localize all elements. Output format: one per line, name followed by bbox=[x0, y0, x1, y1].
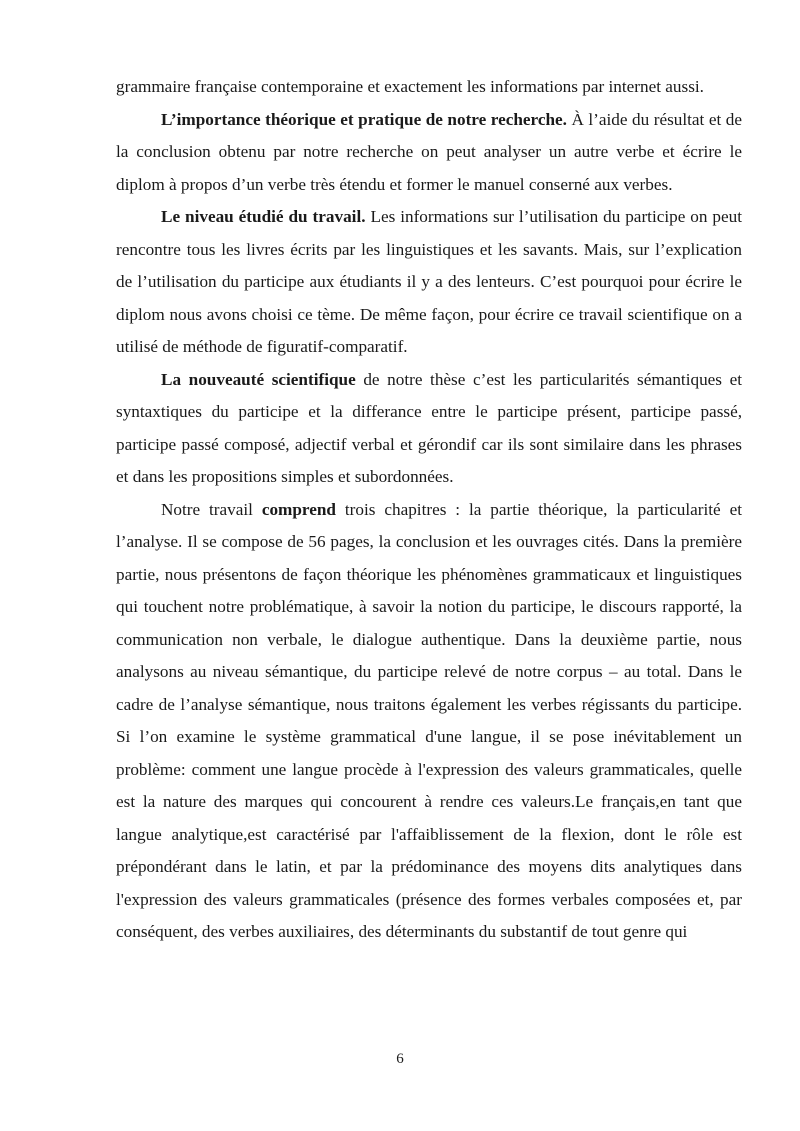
text-run: Notre travail bbox=[161, 499, 262, 519]
paragraph bbox=[116, 494, 742, 949]
paragraph bbox=[116, 201, 742, 364]
bold-text-run: comprend bbox=[261, 499, 336, 519]
paragraph bbox=[116, 364, 742, 494]
text-run: Les informations sur l’utilisation du participe on peut rencontre tous les livres écrits par les linguistiques et les savants. Mais, sur l’explication de l’utilisation du participe aux étudiants il y a des lenteurs. C’est pourquoi pour écrire le diplom nous avons choisi ce tème. De même façon, pour écrire ce travail scientifique on a utilisé de méthode de figuratif-comparatif. bbox=[116, 207, 742, 356]
page-number: 6 bbox=[396, 1051, 404, 1067]
document-body bbox=[116, 71, 742, 949]
paragraph bbox=[116, 71, 742, 104]
text-run: grammaire française contemporaine et exactement les informations par internet aussi. bbox=[116, 77, 704, 96]
bold-text-run: L’importance théorique et pratique de notre recherche. bbox=[161, 109, 567, 129]
bold-text-run: Le niveau étudié du travail. bbox=[161, 207, 366, 226]
bold-text-run: La nouveauté scientifique bbox=[161, 369, 356, 389]
text-run: trois chapitres : la partie théorique, la particularité et l’analyse. Il se compose de 56 pages, la conclusion et les ouvrages cités. Dans la première partie, nous présentons de façon théorique les phénomènes grammaticaux et linguistiques qui touchent notre problématique, à savoir la notion du participe, le discours rapporté, la communication non verbale, le dialogue authentique. Dans la deuxième partie, nous analysons au niveau sémantique, du participe relevé de notre corpus – au total. Dans le cadre de l’analyse sémantique, nous traitons également les verbes régissants du participe. Si l’on examine le système grammatical d'une langue, il se pose inévitablement un problème: comment une langue procède à l'expression des valeurs grammaticales, quelle est la nature des marques qui concourent à rendre ces valeurs.Le français,en tant que langue analytique,est caractérisé par l'affaiblissement de la flexion, dont le rôle est prépondérant dans le latin, et par la prédominance des moyens dits analytiques dans l'expression des valeurs grammaticales (présence des formes verbales composées et, par conséquent, des verbes auxiliaires, des déterminants du substantif de tout genre qui bbox=[116, 499, 742, 941]
text-run: À l’aide du résultat et de la conclusion obtenu par notre recherche on peut analyser un autre verbe et écrire le diplom à propos d’un verbe très étendu et former le manuel conserné aux verbes. bbox=[116, 109, 742, 194]
paragraph bbox=[116, 104, 742, 202]
text-run: de notre thèse c’est les particularités sémantiques et syntaxtiques du participe et la differance entre le participe présent, participe passé, participe passé composé, adjectif verbal et gérondif car ils sont similaire dans les phrases et dans les propositions simples et subordonnées. bbox=[116, 369, 742, 486]
